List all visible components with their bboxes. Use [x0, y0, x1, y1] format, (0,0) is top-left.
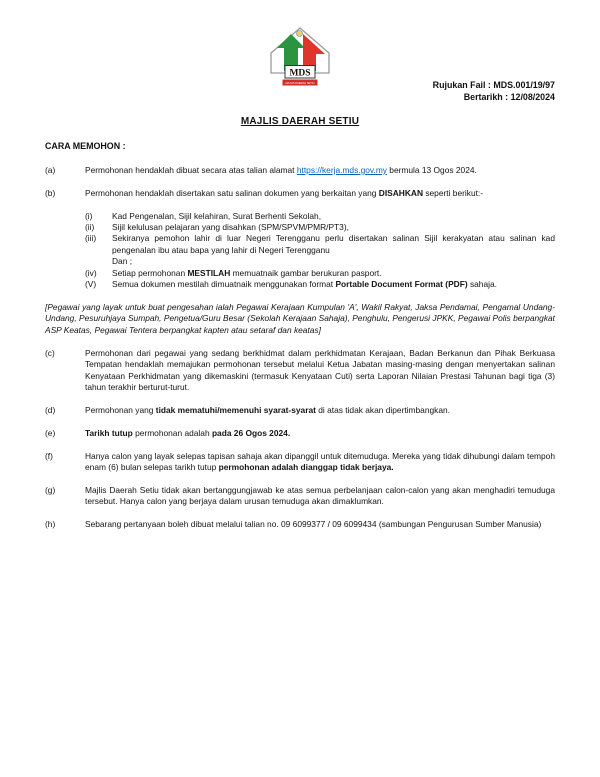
text-run: Permohonan dari pegawai yang sedang berkhidmat dalam perkhidmatan Kerajaan, Badan Berkanun dan Pihak Berkuasa Tempatan hendaklah memajukan permohonan tersebut melalui Ketua Jabatan masing-masing dengan menyertakan salinan Kenyataan Perkhidmatan yang dikemaskini (termasuk Kenyataan Cuti) serta Laporan Nilaian Prestasi Tahunan bagi tiga (3) tahun terakhir berturut-turut.: [85, 347, 555, 392]
logo-ribbon-text: MAJLIS DAERAH SETIU: [285, 82, 315, 85]
item-b-sublist: [85, 211, 555, 291]
text-run: bermula 13 Ogos 2024.: [386, 164, 477, 175]
subitem-iii: [85, 233, 555, 267]
item-label: (f): [45, 450, 53, 461]
subitem-label: (ii): [85, 222, 95, 233]
subitem-text: [112, 268, 555, 279]
item-g: [45, 485, 555, 508]
text-run: Sekiranya pemohon lahir di luar Negeri Terengganu perlu disertakan salinan Sijil kerakyatan atau salinan kad pengenalan ibu atau bapa yang lahir di Negeri Terengganu: [112, 233, 555, 255]
subitem-label: (iii): [85, 233, 97, 244]
text-run: pada 26 Ogos 2024.: [211, 427, 291, 438]
item-label: (e): [45, 427, 56, 438]
application-url-link[interactable]: https://kerja.mds.gov.my: [296, 164, 387, 175]
text-run: [Pegawai yang layak untuk buat pengesahan ialah Pegawai Kerajaan Kumpulan 'A', Wakil Rakyat, Jaksa Pendamai, Pengamal Undang-Undang, Pesuruhjaya Sumpah, Pengetua/Guru Besar (Sekolah Kerajaan Sahaja), Penghulu, Pengerusi JPKK, Pegawai Polis berpangkat ASP Keatas, Pegawai Tentera berpangkat kapten atau setaraf dan keatas]: [45, 301, 555, 335]
item-label: (g): [45, 484, 56, 495]
item-d: [45, 405, 555, 416]
reference-date: Bertarikh : 12/08/2024: [463, 91, 555, 102]
item-text: [85, 519, 555, 530]
subitem-ii: [85, 222, 555, 233]
subitem-v: [85, 279, 555, 290]
item-label: (c): [45, 347, 55, 358]
text-run: memuatnaik gambar berukuran pasport.: [230, 267, 382, 278]
text-run: Sijil kelulusan pelajaran yang disahkan (SPM/SPVM/PMR/PT3),: [112, 222, 349, 233]
text-run: Permohonan hendaklah disertakan satu salinan dokumen yang berkaitan yang: [85, 187, 379, 198]
mds-logo: [268, 26, 332, 90]
text-run: Permohonan hendaklah dibuat secara atas talian alamat: [85, 164, 297, 175]
text-run: Setiap permohonan: [112, 267, 188, 278]
text-run: MESTILAH: [187, 267, 231, 278]
item-text: [85, 451, 555, 474]
item-label: (b): [45, 187, 56, 198]
text-run: di atas tidak akan dipertimbangkan.: [315, 404, 450, 415]
item-h: [45, 519, 555, 530]
item-c: [45, 348, 555, 394]
item-text: [85, 428, 555, 439]
subitem-text: [112, 233, 555, 267]
text-run: seperti berikut:-: [423, 187, 484, 198]
item-label: (d): [45, 404, 56, 415]
subitem-label: (i): [85, 210, 93, 221]
text-run: Permohonan yang: [85, 404, 156, 415]
item-label: (a): [45, 164, 56, 175]
text-run: Majlis Daerah Setiu tidak akan bertanggungjawab ke atas semua perbelanjaan calon-calon yang akan menghadiri temuduga tersebut. Hanya calon yang berjaya dalam urusan temuduga akan dimaklumkan.: [85, 484, 555, 507]
text-run: Tarikh tutup: [85, 427, 133, 438]
subitem-text: [112, 211, 555, 222]
subitem-text: [112, 279, 555, 290]
subitem-iv: [85, 268, 555, 279]
item-text: [85, 485, 555, 508]
text-run: Hanya calon yang layak selepas tapisan sahaja akan dipanggil untuk ditemuduga. Mereka yang tidak dihubungi dalam tempoh enam (6) bulan selepas tarikh tutup: [85, 450, 555, 473]
item-text: [85, 348, 555, 394]
reference-number: Rujukan Fail : MDS.001/19/97: [432, 80, 555, 90]
subitem-text: [112, 222, 555, 233]
item-text: [85, 188, 555, 199]
text-run: DISAHKAN: [378, 187, 423, 198]
certifying-officers-note: [45, 302, 555, 336]
text-run: permohonan adalah: [132, 427, 212, 438]
text-run: tidak mematuhi/memenuhi syarat-syarat: [155, 404, 316, 415]
subitem-label: (V): [85, 279, 97, 290]
logo-acronym-text: MDS: [289, 68, 311, 79]
item-b: [45, 188, 555, 291]
subitem-i: [85, 211, 555, 222]
item-a: [45, 165, 555, 176]
text-run: Semua dokumen mestilah dimuatnaik menggunakan format: [112, 279, 336, 290]
text-run: Sebarang pertanyaan boleh dibuat melalui talian no. 09 6099377 / 09 6099434 (sambungan Pengurusan Sumber Manusia): [85, 519, 542, 530]
reference-block: [433, 80, 555, 104]
text-run: Dan ;: [112, 256, 133, 267]
text-run: Portable Document Format (PDF): [335, 279, 468, 290]
item-e: [45, 428, 555, 439]
item-f: [45, 451, 555, 474]
item-text: [85, 405, 555, 416]
text-run: permohonan adalah dianggap tidak berjaya.: [218, 462, 394, 473]
text-run: Kad Pengenalan, Sijil kelahiran, Surat Berhenti Sekolah,: [112, 210, 322, 221]
section-heading: CARA MEMOHON :: [45, 141, 126, 152]
item-label: (h): [45, 519, 56, 530]
text-run: sahaja.: [467, 279, 497, 290]
logo-crest: [297, 31, 303, 37]
item-text: [85, 165, 555, 176]
page-title: MAJLIS DAERAH SETIU: [240, 116, 360, 127]
subitem-label: (iv): [85, 267, 97, 278]
